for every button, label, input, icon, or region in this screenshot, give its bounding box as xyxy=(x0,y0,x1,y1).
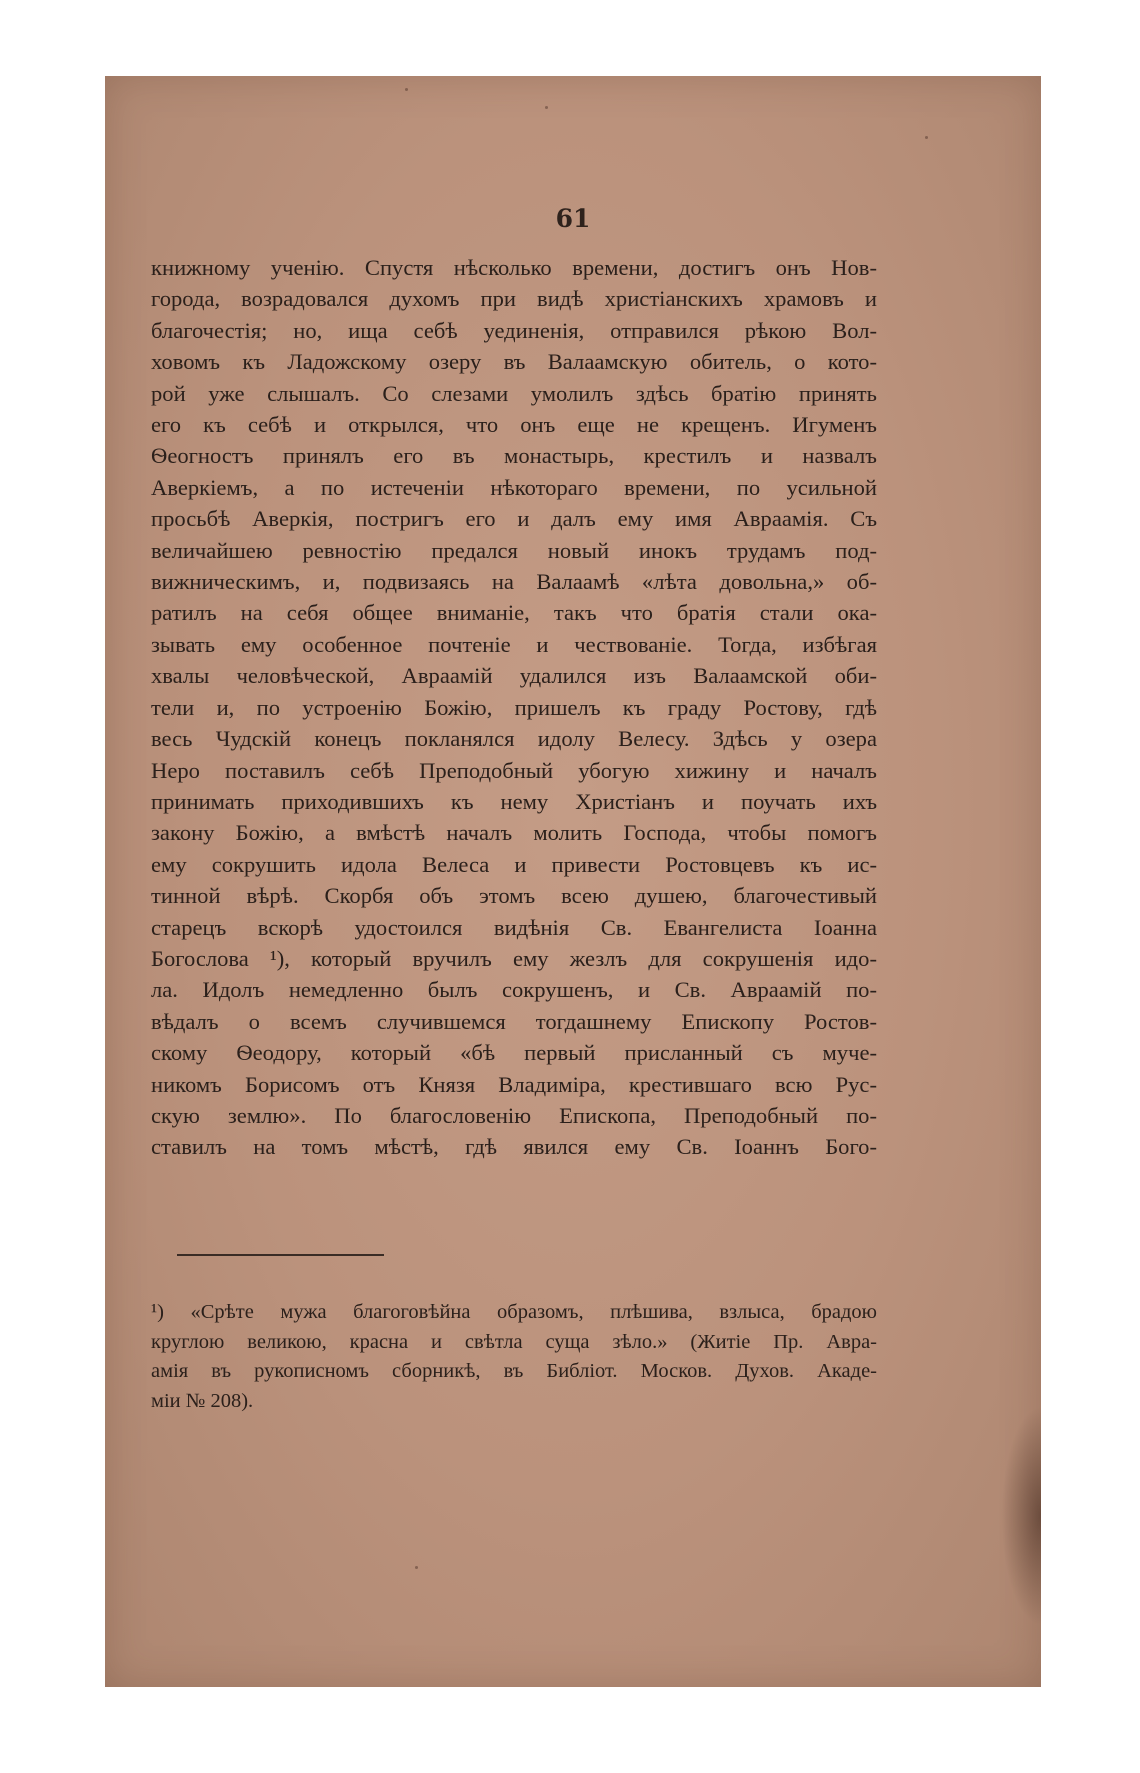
footnote-line: міи № 208). xyxy=(151,1389,254,1412)
body-line: старецъ вскорѣ удостоился видѣнія Св. Евангелиста Іоанна xyxy=(151,914,877,940)
page-number: 61 xyxy=(555,204,591,233)
body-line: Неро поставилъ себѣ Преподобный убогую хижину и началъ xyxy=(151,757,877,783)
body-line: благочестія; но, ища себѣ уединенія, отправился рѣкою Вол- xyxy=(151,317,877,343)
paper-speck xyxy=(415,1566,418,1569)
body-line: Аверкіемъ, а по истеченіи нѣкотораго времени, по усильной xyxy=(151,474,877,500)
paper-speck xyxy=(545,106,548,109)
body-line: ховомъ къ Ладожскому озеру въ Валаамскую обитель, о кото- xyxy=(151,349,877,375)
body-line: ла. Идолъ немедленно былъ сокрушенъ, и Св. Авраамій по- xyxy=(151,977,877,1003)
footnote xyxy=(151,1298,877,1416)
body-line: ему сокрушить идола Велеса и привести Ростовцевъ къ ис- xyxy=(151,851,877,877)
body-line: тинной вѣрѣ. Скорбя объ этомъ всею душею, благочестивый xyxy=(151,883,877,909)
body-line: скому Ѳеодору, который «бѣ первый присланный съ муче- xyxy=(151,1040,877,1066)
binding-shadow xyxy=(1001,1406,1041,1626)
body-line: вѣдалъ о всемъ случившемся тогдашнему Епископу Ростов- xyxy=(151,1008,877,1034)
paper-speck xyxy=(405,88,408,91)
body-line: его къ себѣ и открылся, что онъ еще не крещенъ. Игуменъ xyxy=(151,412,877,438)
body-line: принимать приходившихъ къ нему Христіанъ и поучать ихъ xyxy=(151,788,877,814)
paper-speck xyxy=(925,136,928,139)
footnote-line: круглою великою, красна и свѣтла суща зѣло.» (Житіе Пр. Авра- xyxy=(151,1330,877,1353)
body-line: закону Божію, а вмѣстѣ началъ молить Господа, чтобы помогъ xyxy=(151,820,877,846)
body-line: зывать ему особенное почтеніе и чествованіе. Тогда, избѣгая xyxy=(151,631,877,657)
body-line: Богослова ¹), который вручилъ ему жезлъ для сокрушенія идо- xyxy=(151,945,877,971)
body-line: ставилъ на томъ мѣстѣ, гдѣ явился ему Св. Іоаннъ Бого- xyxy=(151,1134,877,1160)
body-line: никомъ Борисомъ отъ Князя Владиміра, крестившаго всю Рус- xyxy=(151,1071,877,1097)
footnote-line: ¹) «Срѣте мужа благоговѣйна образомъ, плѣшива, взлыса, брадою xyxy=(151,1301,877,1323)
body-line: хвалы человѣческой, Авраамій удалился изъ Валаамской оби- xyxy=(151,663,877,689)
body-line: Ѳеогностъ принялъ его въ монастырь, крестилъ и назвалъ xyxy=(151,443,877,469)
body-line: скую землю». По благословенію Епископа, Преподобный по- xyxy=(151,1102,877,1128)
body-line: просьбѣ Аверкія, постригъ его и далъ ему имя Авраамія. Съ xyxy=(151,506,877,532)
footnote-line: амія въ рукописномъ сборникѣ, въ Библіот. Москов. Духов. Акаде- xyxy=(151,1360,877,1382)
body-line: ратилъ на себя общее вниманіе, такъ что братія стали ока- xyxy=(151,600,877,626)
body-line: вижническимъ, и, подвизаясь на Валаамѣ «лѣта довольна,» об- xyxy=(151,569,877,595)
body-line: рой уже слышалъ. Со слезами умолилъ здѣсь братію принять xyxy=(151,380,877,406)
body-line: весь Чудскій конецъ покланялся идолу Велесу. Здѣсь у озера xyxy=(151,726,877,752)
body-line: города, возрадовался духомъ при видѣ христіанскихъ храмовъ и xyxy=(151,286,877,312)
body-line: книжному ученію. Спустя нѣсколько времени, достигъ онъ Нов- xyxy=(151,255,877,280)
body-text xyxy=(151,252,877,1163)
footnote-divider xyxy=(177,1254,384,1256)
body-line: величайшею ревностію предался новый инокъ трудамъ под- xyxy=(151,537,877,563)
scanned-page xyxy=(105,76,1041,1687)
body-line: тели и, по устроенію Божію, пришелъ къ граду Ростову, гдѣ xyxy=(151,694,877,720)
